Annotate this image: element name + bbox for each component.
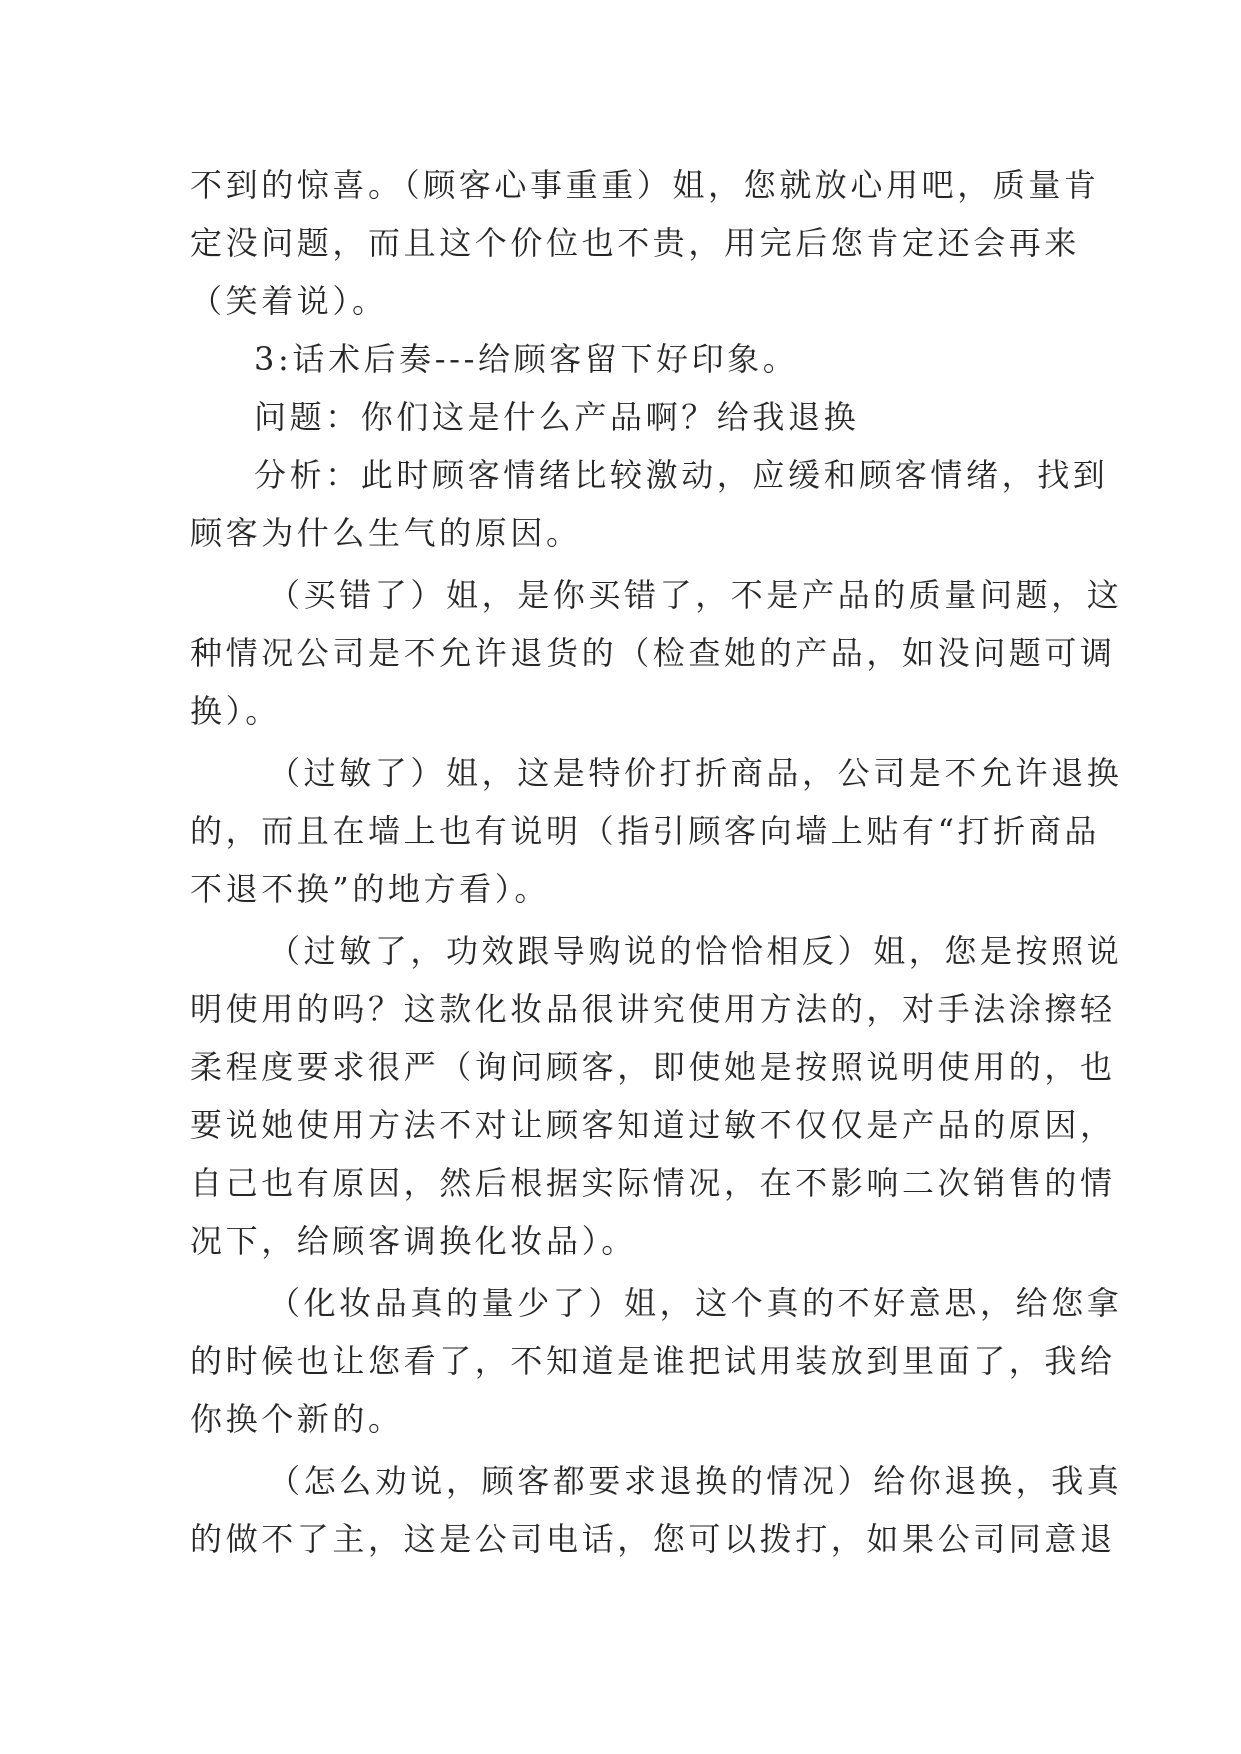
section-heading: 3:话术后奏---给顾客留下好印象。 [254,340,799,378]
text-line: （过敏了，功效跟导购说的恰恰相反）姐，您是按照说 [268,932,1123,970]
question-line: 问题：你们这是什么产品啊？给我退换 [254,398,860,436]
text-line: 不退不换”的地方看）。 [190,870,550,908]
text-line: 的，而且在墙上也有说明（指引顾客向墙上贴有“打折商品 [190,812,1100,850]
text-line: （过敏了）姐，这是特价打折商品，公司是不允许退换 [268,754,1123,792]
analysis-line: 分析：此时顾客情绪比较激动，应缓和顾客情绪，找到 [254,456,1109,494]
text-line: 的做不了主，这是公司电话，您可以拨打，如果公司同意退 [190,1520,1116,1558]
text-line: 的时候也让您看了，不知道是谁把试用装放到里面了，我给 [190,1342,1116,1380]
text-line: 况下，给顾客调换化妆品）。 [190,1222,637,1260]
text-line: （怎么劝说，顾客都要求退换的情况）给你退换，我真 [268,1462,1123,1500]
text-line: 明使用的吗？这款化妆品很讲究使用方法的，对手法涂擦轻 [190,990,1116,1028]
text-line: 要说她使用方法不对让顾客知道过敏不仅仅是产品的原因， [190,1106,1116,1144]
text-line: 种情况公司是不允许退货的（检查她的产品，如没问题可调 [190,634,1116,672]
text-line: 顾客为什么生气的原因。 [190,514,582,552]
text-line: 你换个新的。 [190,1400,404,1438]
text-line: （化妆品真的量少了）姐，这个真的不好意思，给您拿 [268,1284,1123,1322]
text-line: （笑着说）。 [190,282,388,320]
text-line: 自己也有原因，然后根据实际情况，在不影响二次销售的情 [190,1164,1116,1202]
text-line: 不到的惊喜。（顾客心事重重）姐，您就放心用吧，质量肯 [190,166,1100,204]
text-line: 柔程度要求很严（询问顾客，即使她是按照说明使用的，也 [190,1048,1116,1086]
text-line: （买错了）姐，是你买错了，不是产品的质量问题，这 [268,576,1123,614]
text-line: 换）。 [190,692,281,730]
document-body [190,156,1123,1568]
text-line: 定没问题，而且这个价位也不贵，用完后您肯定还会再来 [190,224,1081,262]
